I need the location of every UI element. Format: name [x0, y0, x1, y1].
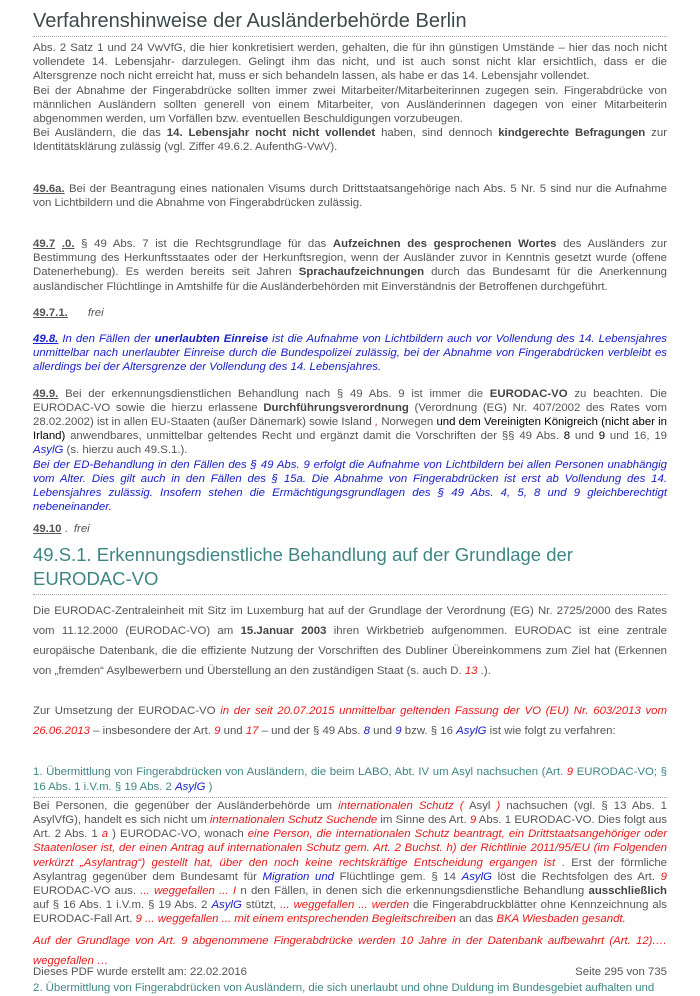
text: löst die Rechtsfolgen des Art.: [491, 870, 661, 883]
text: die Fingerabdruckblätter ohne Kennzeichnung als EURODAC-Fall Art.: [33, 899, 667, 926]
text: .).: [477, 664, 491, 677]
text-red: in der seit 20.07.2015 unmittelbar geltenden Fassung der VO (EU) Nr. 603/2013 vom 26.06.2013: [33, 704, 668, 737]
link-art-9[interactable]: 9: [660, 870, 667, 883]
ref-link-49-6a[interactable]: 49.6a.: [33, 182, 65, 195]
link-d-13[interactable]: 13: [464, 664, 478, 677]
text: zu beachten. Die EURODAC-VO sowie die hierzu erlassene: [33, 387, 667, 414]
text: EURODAC-VO; § 16 Abs. 1 i.V.m. § 19 Abs. 2: [33, 765, 667, 793]
section-49-8: [33, 332, 667, 375]
text-bold: Sprachaufzeichnungen: [298, 266, 425, 279]
section-49-6a: [33, 182, 667, 210]
text: – insbesondere der Art.: [90, 724, 215, 737]
text-bold: kindgerechte Befragungen: [498, 127, 646, 140]
link-asylg[interactable]: AsylG: [175, 780, 206, 793]
text: ) EURODAC-VO, wonach: [108, 828, 248, 841]
text-red: BKA Wiesbaden gesandt.: [496, 913, 626, 926]
section-49-9: [33, 387, 667, 515]
text: Bei Personen, die gegenüber der Ausländerbehörde um: [33, 799, 339, 812]
text: § 49 Abs. 7 ist die Rechtsgrundlage für das: [74, 238, 333, 251]
text: Zur Umsetzung der EURODAC-VO: [33, 704, 221, 717]
text-red: I: [232, 884, 237, 897]
section-49-10: [33, 522, 667, 536]
text-blue: In den Fällen der: [58, 333, 155, 346]
link-abs-8[interactable]: 8: [363, 724, 370, 737]
text: Bei der erkennungsdienstlichen Behandlung nach § 49 Abs. 9 ist immer die: [58, 387, 490, 400]
text-black: 8: [563, 430, 571, 443]
text-red: 9 ... weggefallen ... mit einem entsprechenden Begleitschreiben: [135, 913, 456, 926]
text-red: ): [496, 799, 501, 812]
text: . Erst der förmliche Asylantrag gegenüber dem Bundesamt für: [33, 856, 667, 883]
text: Flüchtlinge gem. § 14: [334, 870, 462, 883]
document-body: [33, 41, 667, 996]
text: stützt,: [241, 899, 281, 912]
paragraph-age-proof: [33, 41, 667, 155]
link-asylg[interactable]: AsylG: [461, 870, 492, 883]
text: – und der § 49 Abs.: [258, 724, 364, 737]
section-49-7: [33, 237, 667, 294]
link-art-9[interactable]: 9: [469, 813, 477, 826]
text: und: [220, 724, 246, 737]
text-black: 9: [598, 430, 606, 443]
link-abs-9[interactable]: 9: [395, 724, 402, 737]
link-art-9[interactable]: 9: [566, 765, 574, 778]
text: und: [369, 724, 396, 737]
text: durch das Bundesamt für die Anerkennung ausländischer Flüchtlinge in Amtshilfe für die Ausländerbehörden mit Einverständnis der Betroffenen durchgeführt.: [33, 266, 667, 293]
text: EURODAC-VO aus.: [33, 884, 141, 897]
page-header-title: Verfahrenshinweise der Ausländerbehörde Berlin: [33, 10, 467, 32]
text: haben, sind dennoch: [375, 127, 499, 140]
text: Asyl: [463, 799, 497, 812]
text-blue: Bei der ED-Behandlung in den Fällen des § 49 Abs. 9 erfolgt die Aufnahme von Lichtbildern bei allen Personen unabhängig vom Alter. Dies gilt auch in den Fällen des § 15a. Die Abnahme von Fingerabdrücken ist erst ab Vollendung des 14. Lebensjahres zulässig. Insofern stehen die Ermächtigungsgrundlagen des § 49 Abs. 4, 5, 8 und 9 gleichberechtigt nebeneinander.: [33, 458, 667, 514]
ref-link-49-7-1[interactable]: 49.7.1.: [33, 306, 68, 319]
text-red: ... weggefallen ...: [140, 884, 229, 897]
text-blue: Migration und: [262, 870, 335, 883]
text: (s. hierzu auch 49.S.1.).: [63, 444, 188, 457]
ref-link-49-9[interactable]: 49.9.: [33, 387, 59, 400]
text-bold: Durchführungsverordnung: [263, 401, 409, 414]
section-49-7-1: [33, 306, 667, 320]
text-red: a: [101, 828, 109, 841]
text-frei: frei: [73, 523, 90, 536]
text-bold: 14. Lebensjahr nocht nicht vollendet: [166, 127, 376, 140]
text-red: ,: [374, 416, 379, 429]
text: ): [205, 780, 213, 793]
text: nachsuchen (vgl. § 13 Abs. 1 AsylVfG), handelt es sich nicht um: [33, 799, 667, 826]
text: Bei Ausländern, die das: [33, 127, 167, 140]
text: (Verordnung (EG) Nr. 407/2002 des Rates vom 28.02.2002) ist in allen EU-Staaten (außer Dänemark) sowie Island: [33, 401, 667, 429]
text-blue-bold: unerlaubten Einreise: [154, 333, 269, 346]
text: Abs. 1 EURODAC-VO. Dies folgt aus Art. 2 Abs. 1: [33, 813, 667, 841]
text: .: [61, 523, 68, 536]
text: und 16, 19: [605, 430, 667, 443]
item-2-heading: [33, 981, 667, 996]
section-divider: [33, 594, 667, 595]
text-bold: ausschließlich: [588, 884, 667, 897]
text: Norwegen: [378, 416, 437, 429]
link-asylg[interactable]: AsylG: [33, 444, 64, 457]
ref-link-49-10[interactable]: 49.10: [33, 523, 62, 536]
text-red: Auf der Grundlage von Art. 9 abgenommene Fingerabdrücke werden 10 Jahre in der Datenbank aufbewahrt (Art. 12).… weggefallen …: [33, 934, 667, 967]
link-asylg[interactable]: AsylG: [211, 899, 242, 912]
link-art-17[interactable]: 17: [245, 724, 259, 737]
text: zur Identitätsklärung zulässig (vgl. Ziffer 49.6.2. AufenthG-VwV).: [33, 127, 667, 154]
text-frei: frei: [87, 306, 104, 319]
text: ihren Wirkbetrieb aufgenommen. EURODAC ist eine zentrale europäische Datenbank, die die effiziente Nutzung der Vorschriften des Dubliner Übereinkommens zum Ziel hat (Erkennen von „fremden“ Asylbewerbern und Überstellung an den zuständigen Staat (s. auch D.: [33, 624, 667, 677]
text-blue: ist die Aufnahme von Lichtbildern auch vor Vollendung des 14. Lebensjahres unmittelbar nach unerlaubter Einreise durch die Bundespolizei zulässig, bei der Abnahme von Fingerabdrücken verbleibt es allerdings bei der Altersgrenze der Vollendung des 14. Lebensjahres.: [33, 333, 668, 374]
footer-page-number: Seite 295 von 735: [575, 966, 667, 978]
link-art-9[interactable]: 9: [214, 724, 221, 737]
text: und: [570, 430, 599, 443]
text: Bei der Beantragung eines nationalen Visums durch Drittstaatsangehörige nach Abs. 5 Nr. 5 sind nur die Aufnahme von Lichtbildern und die Abnahme von Fingerabdrücken zulässig.: [33, 182, 667, 209]
text: Bei der Abnahme der Fingerabdrücke sollten immer zwei Mitarbeiter/Mitarbeiterinnen zugegen sein. Fingerabdrücke von männlichen Ausländern sollten generell von einem Mitarbeiter, von Ausländerinnen dagegen von einer Mitarbeiterin abgenommen werden, um Vorfällen bzw. eventuellen Beschuldigungen vorzubeugen.: [33, 84, 667, 126]
text: Abs. 2 Satz 1 und 24 VwVfG, die hier konkretisiert werden, gehalten, die für ihn günstigen Umstände – hier das noch nicht vollendete 14. Lebensjahr- darzulegen. Gelingt ihm das nicht, und ist auch sonst nicht klar ersichtlich, dass er die Altersgrenze noch nicht erreicht hat, muss er sich behandeln lassen, als habe er das 14. Lebensjahr vollendet.: [33, 42, 667, 83]
text: n den Fällen, in denen sich die erkennungsdienstliche Behandlung: [236, 884, 589, 897]
text: anwendbares, unmittelbar geltendes Recht und ergänzt damit die Vorschriften der §§ 49 Abs.: [65, 430, 564, 443]
paragraph-eurodac-intro: [33, 601, 667, 681]
text-red: internationalen Schutz (: [338, 799, 464, 812]
text-red: eine Person, die internationalen Schutz beantragt, ein Drittstaatsangehöriger oder Staatenloser ist, der einen Antrag auf internationalen Schutz gem. Art. 2 Buchst. h) der Richtlinie 2011/95/EU (im Folgenden verkürzt „Asylantrag“) gestellt hat, über den noch keine rechtskräftige Entscheidung ergangen ist: [33, 828, 667, 869]
ref-link-49-7[interactable]: 49.7: [33, 238, 56, 251]
item-1-heading: [33, 765, 667, 795]
text: Die EURODAC-Zentraleinheit mit Sitz im Luxemburg hat auf der Grundlage der Verordnung (EG) Nr. 2725/2000 des Rates vom 11.12.2000 (EURODAC-VO) am: [33, 604, 667, 637]
text: im Sinne des Art.: [377, 813, 470, 826]
item-1-body: [33, 799, 667, 927]
ref-link-49-8[interactable]: 49.8.: [33, 333, 59, 346]
text-black: und dem Vereinigten Königreich (nicht aber in Irland): [33, 416, 667, 443]
text: auf § 16 Abs. 1 i.V.m. § 19 Abs. 2: [33, 899, 212, 912]
paragraph-implementation: [33, 701, 667, 741]
text: bzw. § 16: [401, 724, 457, 737]
text: ist wie folgt zu verfahren:: [486, 724, 616, 737]
text: 2. Übermittlung von Fingerabdrücken von Ausländern, die sich unerlaubt und ohne Duldung im Bundesgebiet aufhalten und: [33, 981, 655, 994]
text-red: ... weggefallen ... werden: [280, 899, 410, 912]
ref-link-49-7-0[interactable]: .0.: [61, 238, 75, 251]
footer-created-date: Dieses PDF wurde erstellt am: 22.02.2016: [33, 966, 247, 978]
text: des Ausländers zur Bestimmung des Herkunftsstaates oder der Herkunftsregion, wenn der Ausländer zuvor in Kenntnis gesetzt wurde (offene Datenerhebung). Es werden bereits seit Jahren: [33, 238, 667, 279]
link-asylg[interactable]: AsylG: [456, 724, 487, 737]
text: an das: [455, 913, 497, 926]
section-heading-49-s-1: 49.S.1. Erkennungsdienstliche Behandlung auf der Grundlage der EURODAC-VO: [33, 543, 573, 589]
text-red: internationalen Schutz Suchende: [209, 813, 378, 826]
text-bold: EURODAC-VO: [489, 387, 568, 400]
text-bold: Aufzeichnen des gesprochenen Wortes: [332, 238, 557, 251]
text-bold: 15.Januar 2003: [240, 624, 327, 637]
text: 1. Übermittlung von Fingerabdrücken von Ausländern, die beim LABO, Abt. IV um Asyl nachsuchen (Art.: [33, 765, 567, 778]
header-divider: [33, 36, 667, 37]
